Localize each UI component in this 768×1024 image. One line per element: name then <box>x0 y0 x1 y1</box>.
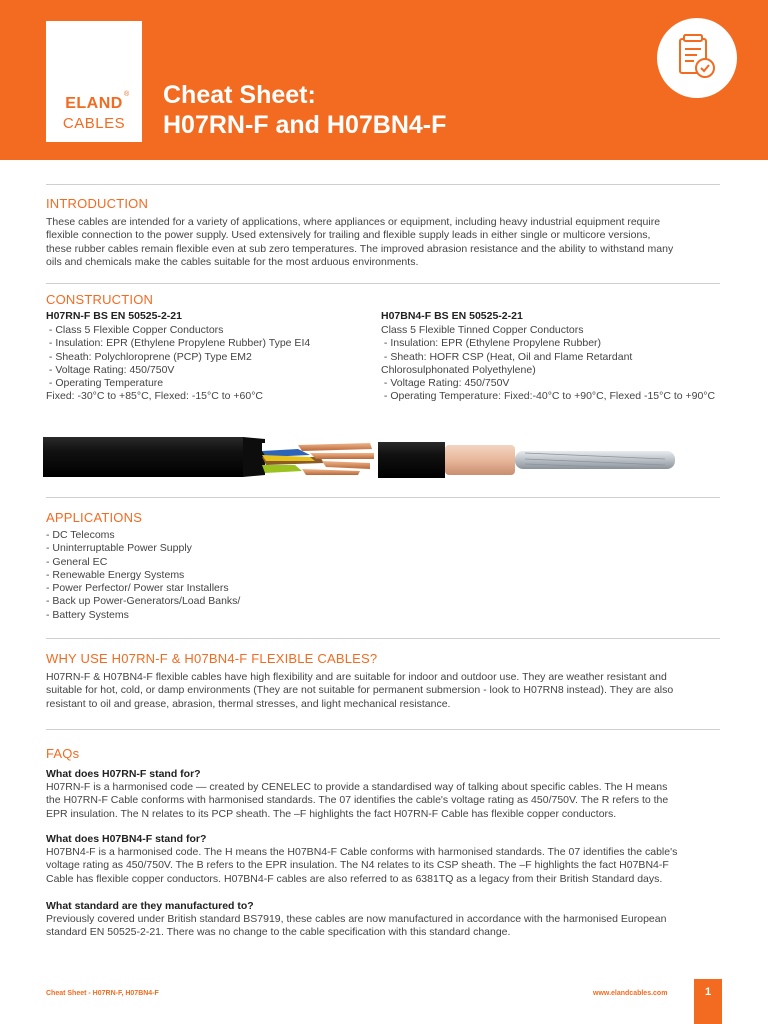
divider <box>46 638 720 639</box>
text-line: standard EN 50525-2-21. There was no change to the cable specification with this standard change. <box>46 926 511 939</box>
text-line: - Operating Temperature: Fixed:-40°C to +90°C, Flexed -15°C to +90°C <box>381 390 716 403</box>
text-line: EPR insulation. The N relates to its PCP sheath. The –F highlights the fact H07RN-F Cable has flexible copper conductors. <box>46 807 617 820</box>
text-line: Chlorosulphonated Polyethylene) <box>381 363 536 376</box>
list-item: - Renewable Energy Systems <box>46 568 185 581</box>
text-line: - Class 5 Flexible Copper Conductors <box>46 324 224 336</box>
text-line: These cables are intended for a variety of applications, where appliances or equipment, including heavy industrial equipment require <box>46 216 661 228</box>
divider <box>46 184 720 185</box>
faq-question: What does H07BN4-F stand for? <box>46 833 207 845</box>
why-use-text <box>46 671 722 711</box>
faq-question: What standard are they manufactured to? <box>46 900 254 912</box>
text-line: suitable for hot, cold, or damp environments (They are not suitable for permanent submersion - look to H07RN8 instead). They are also <box>46 684 674 697</box>
section-heading-faqs: FAQs <box>46 746 80 761</box>
list-item: - Power Perfector/ Power star Installers <box>46 582 229 595</box>
applications-list <box>46 529 722 622</box>
logo-text-top: ELAND <box>65 95 123 112</box>
list-item: - Back up Power-Generators/Load Banks/ <box>46 595 241 608</box>
page-number: 1 <box>694 979 722 1024</box>
faq-question: What does H07RN-F stand for? <box>46 768 201 780</box>
text-line: these rubber cables remain flexible even at sub zero temperatures. The improved abrasion resistance and the ability to withstand many <box>46 242 674 255</box>
text-line: - Sheath: HOFR CSP (Heat, Oil and Flame Retardant <box>381 350 633 363</box>
faq-answer <box>46 846 722 886</box>
logo-text-bottom: CABLES <box>62 115 126 132</box>
text-line: resistant to oil and grease, abrasion, thermal stresses, and light mechanical resistance. <box>46 697 451 710</box>
text-line: Class 5 Flexible Tinned Copper Conductors <box>381 324 584 336</box>
text-line: - Sheath: Polychloroprene (PCP) Type EM2 <box>46 350 252 363</box>
divider <box>46 283 720 284</box>
faq-answer <box>46 913 722 940</box>
text-line: voltage rating as 450/750V. The B refers to the EPR insulation. The N4 relates to its CSP sheath. The –F highlights the fact H07BN4-F <box>46 859 669 872</box>
introduction-text <box>46 216 722 269</box>
section-heading-applications: APPLICATIONS <box>46 510 143 525</box>
text-line: H07RN-F is a harmonised code — created by CENELEC to provide a standardised way of talking about specific cables. The H means <box>46 781 668 793</box>
construction-right-title: H07BN4-F BS EN 50525-2-21 <box>381 310 523 322</box>
brand-logo <box>46 21 142 142</box>
text-line: flexible connection to the power supply. Used extensively for trailing and flexible supply leads in either single or multicore versions, <box>46 229 651 242</box>
divider <box>46 497 720 498</box>
text-line: - Voltage Rating: 450/750V <box>381 377 510 390</box>
document-check-icon <box>657 18 737 98</box>
faq-answer <box>46 781 722 821</box>
footer-title: Cheat Sheet - H07RN-F, H07BN4-F <box>46 990 159 997</box>
footer-website-link[interactable]: www.elandcables.com <box>593 990 668 997</box>
section-heading-why-use: WHY USE H07RN-F & H07BN4-F FLEXIBLE CABLES? <box>46 651 378 666</box>
section-heading-construction: CONSTRUCTION <box>46 292 154 307</box>
text-line: H07RN-F & H07BN4-F flexible cables have high flexibility and are suitable for indoor and outdoor use. They are weather resistant and <box>46 671 667 683</box>
construction-left-list <box>46 324 366 404</box>
text-line: - Voltage Rating: 450/750V <box>46 363 175 376</box>
list-item: - DC Telecoms <box>46 529 115 541</box>
text-line: oils and chemicals make the cables suitable for the most arduous environments. <box>46 255 419 268</box>
logo-registered-mark: ® <box>124 91 130 98</box>
list-item: - Battery Systems <box>46 608 129 621</box>
header-banner <box>0 0 768 160</box>
construction-right-list <box>381 324 721 404</box>
text-line: the H07RN-F Cable conforms with harmonised standards. The 07 identifies the cable's voltage rating as 450/750V. The R refers to the <box>46 794 669 807</box>
text-line: - Insulation: EPR (Ethylene Propylene Rubber) <box>381 337 602 350</box>
text-line: Previously covered under British standard BS7919, these cables are now manufactured in accordance with the harmonised European <box>46 913 667 925</box>
divider <box>46 729 720 730</box>
text-line: Fixed: -30°C to +85°C, Flexed: -15°C to +60°C <box>46 390 263 403</box>
list-item: - General EC <box>46 555 108 568</box>
text-line: Cable has flexible copper conductors. H07BN4-F cables are also referred to as 6381TQ as a legacy from their British Standard days. <box>46 872 663 885</box>
text-line: H07BN4-F is a harmonised code. The H means the H07BN4-F Cable conforms with harmonised standards. The 07 identifies the cable's <box>46 846 678 858</box>
text-line: - Operating Temperature <box>46 377 164 390</box>
page-title <box>163 80 446 140</box>
h07rn-f-cable-image <box>40 435 380 485</box>
title-line-1: Cheat Sheet: <box>163 81 316 109</box>
text-line: - Insulation: EPR (Ethylene Propylene Rubber) Type EI4 <box>46 337 311 350</box>
title-line-2: H07RN-F and H07BN4-F <box>163 111 447 139</box>
construction-left-title: H07RN-F BS EN 50525-2-21 <box>46 310 182 322</box>
h07bn4-f-cable-image <box>375 435 685 485</box>
section-heading-introduction: INTRODUCTION <box>46 196 149 211</box>
list-item: - Uninterruptable Power Supply <box>46 542 192 555</box>
